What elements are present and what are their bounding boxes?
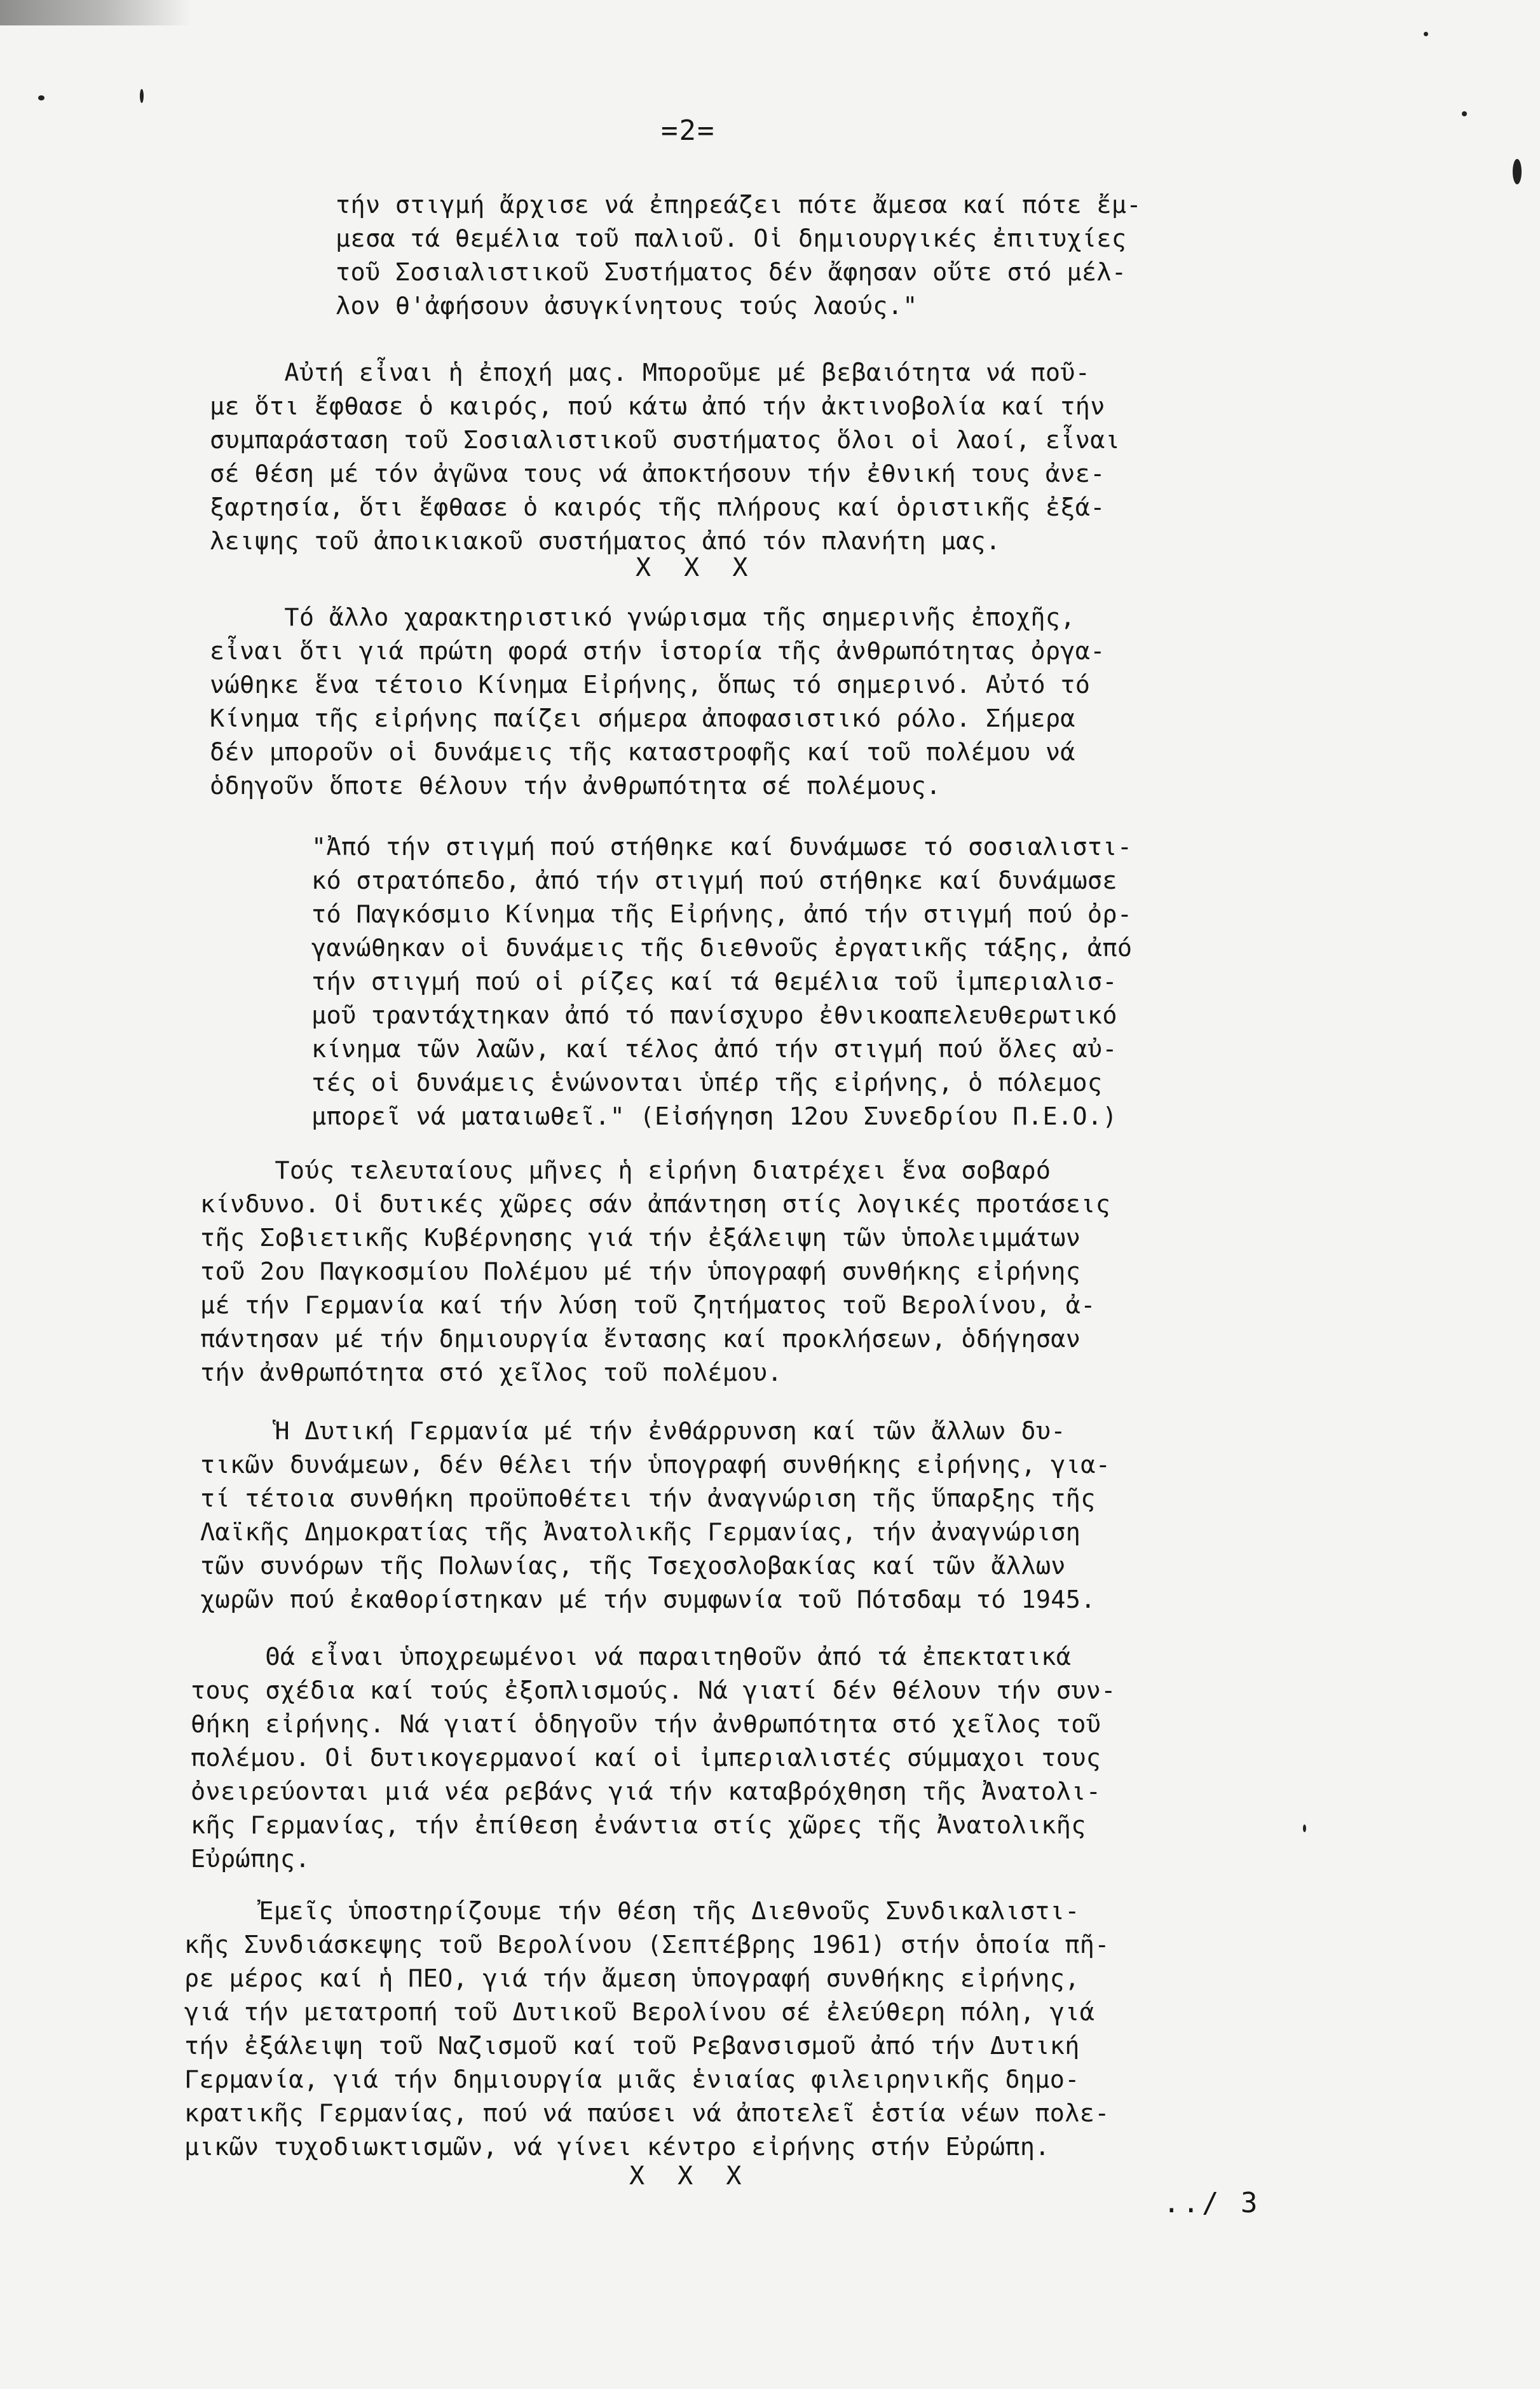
scan-speck [38,95,44,100]
continuation-marker: ../ 3 [1163,2187,1260,2219]
scan-speck [1424,32,1428,36]
scan-speck [1303,1824,1306,1832]
page-number: =2= [661,114,716,147]
paragraph-6: Θά εἶναι ὑποχρεωμένοι νά παραιτηθοῦν ἀπό τά ἐπεκτατικά τους σχέδια καί τούς ἐξοπλισμούς. Νά γιατί δέν θέλουν τήν συν- θήκη εἰρήνης. Νά γιατί ὁδηγοῦν τήν ἀνθρωπότητα στό χεῖλος τοῦ πολέμου. Οἱ δυτικογερμανοί καί οἱ ἰμπεριαλιστές σύμμαχοι τους ὀνειρεύονται μιά νέα ρεβάνς γιά τήν καταβρόχθηση τῆς Ἀνατολι- κῆς Γερμανίας, τήν ἐπίθεση ἐνάντια στίς χῶρες τῆς Ἀνατολικῆς Εὐρώπης. [191,1643,1116,1873]
scan-speck [1513,159,1522,184]
paragraph-5: Ἡ Δυτική Γερμανία μέ τήν ἐνθάρρυνση καί τῶν ἄλλων δυ- τικῶν δυνάμεων, δέν θέλει τήν ὑπογραφή συνθήκης εἰρήνης, για- τί τέτοια συνθήκη προϋποθέτει τήν ἀναγνώριση τῆς ὕπαρξης τῆς Λαϊκῆς Δημοκρατίας τῆς Ἀνατολικῆς Γερμανίας, τήν ἀναγνώριση τῶν συνόρων τῆς Πολωνίας, τῆς Τσεχοσλοβακίας καί τῶν ἄλλων χωρῶν πού ἐκαθορίστηκαν μέ τήν συμφωνία τοῦ Πότσδαμ τό 1945. [200,1417,1111,1614]
scan-edge-shadow [0,0,191,25]
paragraph-7: Ἐμεῖς ὑποστηρίζουμε τήν θέση τῆς Διεθνοῦς Συνδικαλιστι- κῆς Συνδιάσκεψης τοῦ Βερολίνου (Σεπτέβρης 1961) στήν ὁποία πῆ- ρε μέρος καί ἡ ΠΕΟ, γιά τήν ἄμεση ὑπογραφή συνθήκης εἰρήνης, γιά τήν μετατροπή τοῦ Δυτικοῦ Βερολίνου σέ ἐλεύθερη πόλη, γιά τήν ἐξάλειψη τοῦ Ναζισμοῦ καί τοῦ Ρεβανσισμοῦ ἀπό τήν Δυτική Γερμανία, γιά τήν δημιουργία μιᾶς ἑνιαίας φιλειρηνικῆς δημο- κρατικῆς Γερμανίας, πού νά παύσει νά ἀποτελεῖ ἑστία νέων πολε- μικῶν τυχοδιωκτισμῶν, νά γίνει κέντρο εἰρήνης στήν Εὐρώπη. [184,1897,1110,2161]
section-separator-bottom: X X X [629,2161,751,2191]
section-separator: X X X [636,553,757,582]
paragraph-3: Τό ἄλλο χαρακτηριστικό γνώρισμα τῆς σημερινῆς ἐποχῆς, εἶναι ὅτι γιά πρώτη φορά στήν ἱστορία τῆς ἀνθρωπότητας ὀργα- νώθηκε ἕνα τέτοιο Κίνημα Εἰρήνης, ὅπως τό σημερινό. Αὐτό τό Κίνημα τῆς εἰρήνης παίζει σήμερα ἀποφασιστικό ρόλο. Σήμερα δέν μποροῦν οἱ δυνάμεις τῆς καταστροφῆς καί τοῦ πολέμου νά ὁδηγοῦν ὅποτε θέλουν τήν ἀνθρωπότητα σέ πολέμους. [210,603,1105,800]
scan-speck [1462,111,1467,116]
scan-speck [140,89,144,103]
paragraph-2: Αὐτή εἶναι ἡ ἐποχή μας. Μποροῦμε μέ βεβαιότητα νά ποῦ- με ὅτι ἔφθασε ὁ καιρός, πού κάτω ἀπό τήν ἀκτινοβολία καί τήν συμπαράσταση τοῦ Σοσιαλιστικοῦ συστήματος ὅλοι οἱ λαοί, εἶναι σέ θέση μέ τόν ἀγῶνα τους νά ἀποκτήσουν τήν ἐθνική τους ἀνε- ξαρτησία, ὅτι ἔφθασε ὁ καιρός τῆς πλήρους καί ὁριστικῆς ἐξά- λειψης τοῦ ἀποικιακοῦ συστήματος ἀπό τόν πλανήτη μας. [210,359,1121,556]
paragraph-1: τήν στιγμή ἄρχισε νά ἐπηρεάζει πότε ἄμεσα καί πότε ἔμ- μεσα τά θεμέλια τοῦ παλιοῦ. Οἱ δημιουργικές ἐπιτυχίες τοῦ Σοσιαλιστικοῦ Συστήματος δέν ἄφησαν οὔτε στό μέλ- λον θ'ἀφήσουν ἀσυγκίνητους τούς λαούς." [336,191,1141,320]
block-quote: "Ἀπό τήν στιγμή πού στήθηκε καί δυνάμωσε τό σοσιαλιστι- κό στρατόπεδο, ἀπό τήν στιγμή πού στήθηκε καί δυνάμωσε τό Παγκόσμιο Κίνημα τῆς Εἰρήνης, ἀπό τήν στιγμή πού ὀρ- γανώθηκαν οἱ δυνάμεις τῆς διεθνοῦς ἐργατικῆς τάξης, ἀπό τήν στιγμή πού οἱ ρίζες καί τά θεμέλια τοῦ ἰμπεριαλισ- μοῦ τραντάχτηκαν ἀπό τό πανίσχυρο ἐθνικοαπελευθερωτικό κίνημα τῶν λαῶν, καί τέλος ἀπό τήν στιγμή πού ὅλες αὐ- τές οἱ δυνάμεις ἑνώνονται ὑπέρ τῆς εἰρήνης, ὁ πόλεμος μπορεῖ νά ματαιωθεῖ." (Εἰσήγηση 12ου Συνεδρίου Π.Ε.Ο.) [311,833,1133,1131]
paragraph-4: Τούς τελευταίους μῆνες ἡ εἰρήνη διατρέχει ἕνα σοβαρό κίνδυνο. Οἱ δυτικές χῶρες σάν ἀπάντηση στίς λογικές προτάσεις τῆς Σοβιετικῆς Κυβέρνησης γιά τήν ἐξάλειψη τῶν ὑπολειμμάτων τοῦ 2ου Παγκοσμίου Πολέμου μέ τήν ὑπογραφή συνθήκης εἰρήνης μέ τήν Γερμανία καί τήν λύση τοῦ ζητήματος τοῦ Βερολίνου, ἀ- πάντησαν μέ τήν δημιουργία ἔντασης καί προκλήσεων, ὁδήγησαν τήν ἀνθρωπότητα στό χεῖλος τοῦ πολέμου. [200,1156,1111,1387]
